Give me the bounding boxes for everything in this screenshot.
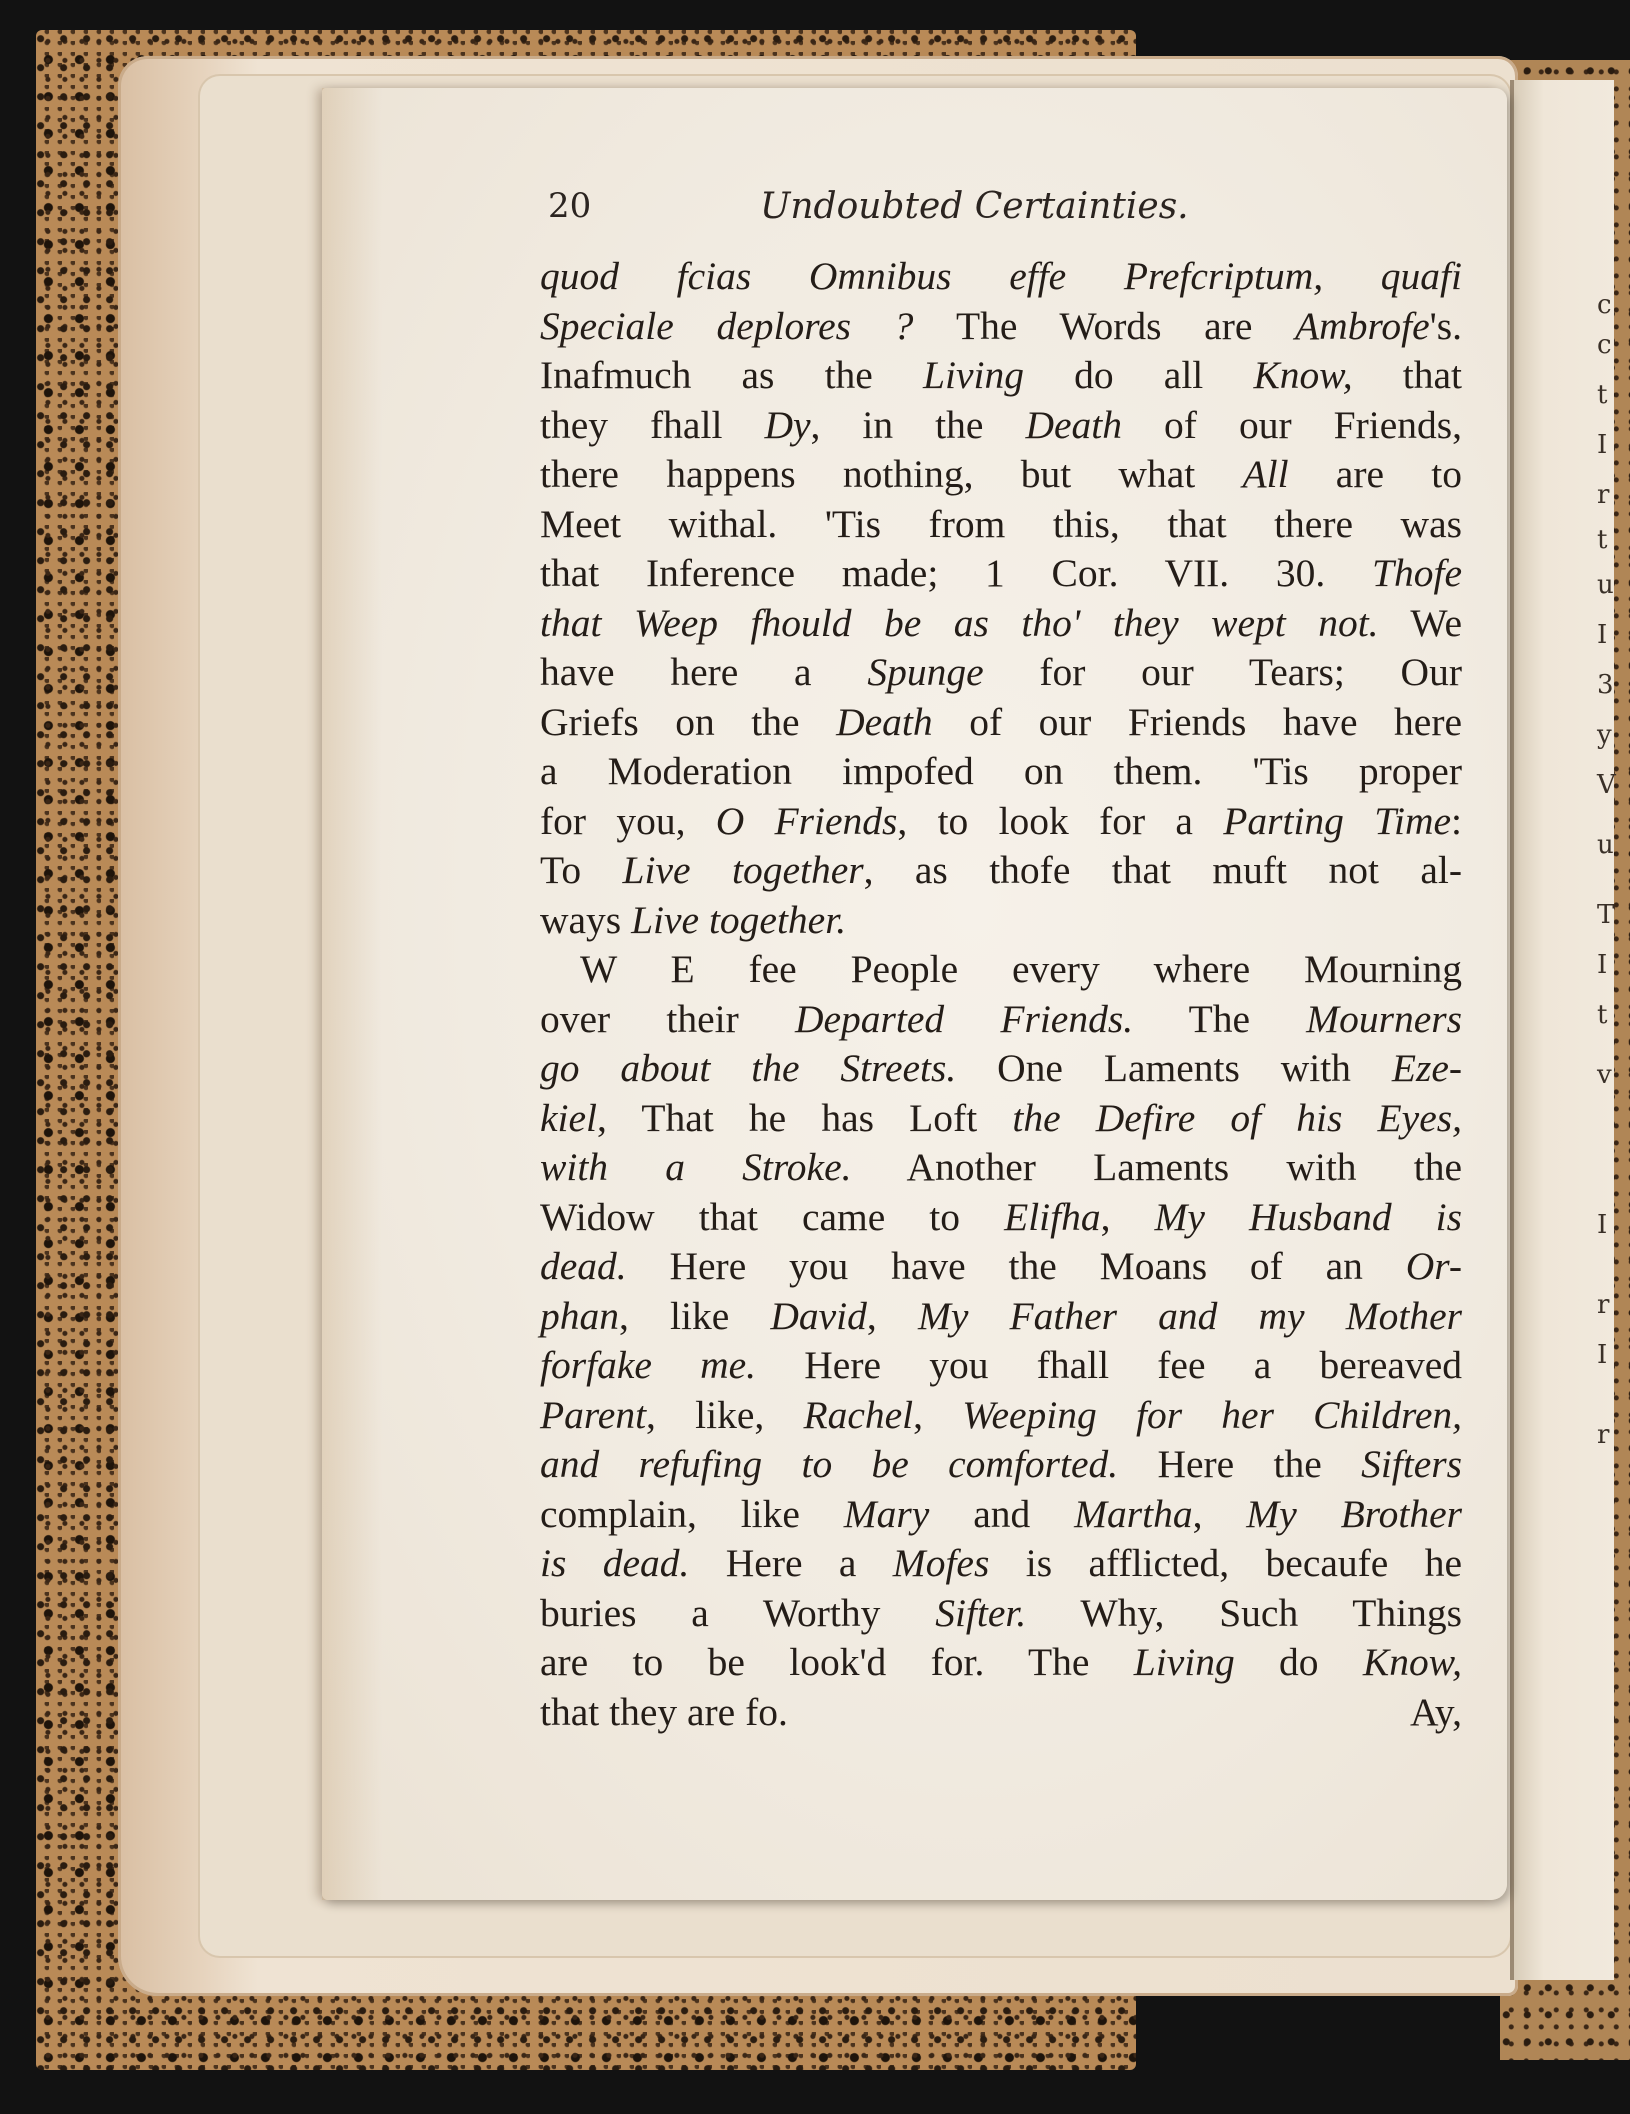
text-run: complain, like <box>540 1491 844 1536</box>
text-run: The <box>1133 996 1307 1041</box>
line-content <box>540 650 1462 694</box>
text-run: , in the <box>810 402 1026 447</box>
text-run: and <box>929 1491 1075 1536</box>
text-run: One Laments with <box>956 1046 1392 1090</box>
facing-page-glyph: t <box>1597 380 1608 410</box>
text-run: , to look for a <box>897 798 1224 843</box>
text-run: Spunge <box>867 650 984 694</box>
text-run: Or- <box>1405 1244 1462 1288</box>
text-run: Rachel <box>803 1392 914 1437</box>
text-run: Sifters <box>1361 1442 1463 1486</box>
text-run: do <box>1234 1640 1363 1684</box>
text-line <box>540 1341 1462 1391</box>
text-run: Here you fhall fee a bereaved <box>756 1343 1462 1387</box>
text-run: Departed Friends. <box>794 996 1134 1041</box>
text-run: : <box>1451 798 1462 843</box>
facing-page-glyph: I <box>1597 620 1608 650</box>
text-line <box>540 945 1462 995</box>
text-run: My Brother <box>1246 1491 1462 1536</box>
text-run: Know, <box>1362 1640 1463 1684</box>
text-run: Martha <box>1074 1491 1193 1536</box>
text-run: have here a <box>540 650 868 694</box>
text-run: My Father and my Mother <box>917 1293 1462 1338</box>
text-run: of our Friends, <box>1122 402 1463 447</box>
text-line <box>540 500 1462 550</box>
text-run: Mourners <box>1306 996 1462 1041</box>
line-content <box>540 304 1462 348</box>
text-line <box>540 1094 1462 1144</box>
text-run: Speciale deplores ? <box>540 303 957 348</box>
text-run: Griefs on the <box>540 699 837 744</box>
text-run: , as thofe that muft not al- <box>863 848 1462 892</box>
text-run: Meet withal. 'Tis from this, that there was <box>540 501 1462 546</box>
line-content <box>540 551 1462 595</box>
text-run: Know, <box>1253 353 1353 397</box>
text-run: with a Stroke. <box>540 1145 852 1189</box>
text-line <box>540 1391 1462 1441</box>
facing-page-glyph: I <box>1597 1210 1608 1240</box>
text-run: Eze- <box>1391 1046 1462 1090</box>
text-line <box>540 401 1462 451</box>
text-run: that Weep fhould be as tho' they wept not. <box>540 600 1379 645</box>
text-run: is afflicted, becaufe he <box>989 1541 1462 1585</box>
text-run: Inafmuch as the <box>540 353 924 397</box>
text-line <box>540 1539 1462 1589</box>
body-text <box>540 252 1462 1737</box>
text-line <box>540 698 1462 748</box>
text-run: and refufing to be comforted. <box>540 1442 1119 1486</box>
line-content <box>540 1591 1462 1635</box>
line-content <box>540 1195 1462 1239</box>
line-content <box>580 947 1462 991</box>
facing-page-glyph: r <box>1597 1290 1610 1320</box>
text-run: Dy <box>764 402 811 447</box>
line-content <box>540 997 1462 1041</box>
text-run: O Friends <box>715 798 898 843</box>
text-line <box>540 846 1462 896</box>
text-run: are to <box>1288 452 1462 496</box>
line-content <box>540 799 1462 843</box>
facing-page-glyph: T <box>1597 900 1615 930</box>
text-run: My Husband is <box>1154 1194 1463 1239</box>
text-run: , like <box>619 1293 771 1338</box>
facing-page-edge <box>1510 80 1614 1980</box>
text-run: Death <box>836 699 933 744</box>
line-content <box>540 1442 1462 1486</box>
text-line <box>540 351 1462 401</box>
text-line <box>540 648 1462 698</box>
text-run: dead. <box>540 1244 627 1288</box>
facing-page-glyph: u <box>1597 830 1614 860</box>
text-run: Weeping for her Children, <box>962 1392 1463 1437</box>
facing-page-glyph: r <box>1597 480 1610 510</box>
text-run: Here you have the Moans of an <box>626 1244 1406 1288</box>
line-content <box>540 403 1462 447</box>
text-run: that Inference made; 1 Cor. VII. 30. <box>540 551 1373 595</box>
text-run: for our Tears; Our <box>983 650 1462 694</box>
text-run: that <box>1352 353 1462 397</box>
text-run: , like, <box>646 1392 804 1437</box>
text-run: Mary <box>843 1491 930 1536</box>
facing-page-glyph: I <box>1597 1340 1608 1370</box>
line-content <box>540 700 1462 744</box>
text-line <box>540 995 1462 1045</box>
text-line <box>540 747 1462 797</box>
text-run: that they are fo. <box>540 1689 788 1734</box>
text-line <box>540 896 1462 946</box>
text-run: ways <box>540 897 632 942</box>
running-title: Undoubted Certainties. <box>760 186 1189 227</box>
text-line <box>540 1490 1462 1540</box>
text-run: David <box>770 1293 867 1338</box>
text-run: We <box>1378 600 1462 645</box>
text-line <box>540 549 1462 599</box>
running-head <box>548 186 1468 242</box>
page-number: 20 <box>548 186 592 226</box>
facing-page-glyph: c <box>1597 290 1612 320</box>
text-run: there happens nothing, but what <box>540 452 1243 496</box>
text-run: Elifha <box>1004 1194 1101 1239</box>
text-run: Live together <box>622 848 864 892</box>
text-line <box>540 599 1462 649</box>
line-content <box>540 1541 1462 1585</box>
line-content <box>540 1492 1462 1536</box>
text-line <box>540 1193 1462 1243</box>
line-content <box>540 1046 1462 1090</box>
text-line <box>540 1638 1462 1688</box>
text-run: they fhall <box>540 402 765 447</box>
line-content <box>540 1145 1462 1189</box>
text-run: Ambrofe <box>1295 303 1430 348</box>
text-run: quod <box>540 254 677 298</box>
text-run: of our Friends have here <box>932 699 1463 744</box>
text-run: To <box>540 848 623 892</box>
catchword: Ay, <box>1410 1689 1462 1734</box>
text-run: Parent <box>540 1392 647 1437</box>
text-run: are to be look'd for. The <box>540 1640 1134 1684</box>
text-line <box>540 1044 1462 1094</box>
text-line <box>540 450 1462 500</box>
text-run: W E fee People every where Mourning <box>580 947 1462 991</box>
text-run: All <box>1242 452 1289 496</box>
text-run: Another Laments with the <box>851 1145 1462 1189</box>
text-run: Here the <box>1118 1442 1362 1486</box>
line-content <box>540 1096 1462 1140</box>
text-line <box>540 1589 1462 1639</box>
text-run: , <box>1192 1491 1247 1536</box>
text-run: Live together. <box>631 897 847 942</box>
line-content <box>540 1244 1462 1288</box>
text-run: go about the Streets. <box>540 1046 957 1090</box>
line-content <box>540 1343 1462 1387</box>
text-run: Thofe <box>1372 551 1462 595</box>
text-line <box>540 1688 1462 1738</box>
line-content <box>540 749 1462 793</box>
text-run: , <box>866 1293 918 1338</box>
line-content <box>540 353 1462 397</box>
line-content <box>540 1294 1462 1338</box>
line-content <box>540 601 1462 645</box>
text-run: Living <box>1133 1640 1235 1684</box>
line-content <box>540 898 846 942</box>
text-run: , <box>913 1392 963 1437</box>
text-run: do all <box>1023 353 1254 397</box>
text-run: is dead. <box>540 1541 690 1585</box>
text-run: Why, Such Things <box>1026 1590 1462 1635</box>
text-run: Mofes <box>892 1541 990 1585</box>
line-content <box>540 1393 1462 1437</box>
text-line <box>540 252 1462 302</box>
text-line <box>540 1242 1462 1292</box>
text-run: over their <box>540 996 795 1041</box>
text-run: 's. <box>1429 303 1462 348</box>
facing-page-glyph: 3 <box>1597 670 1614 700</box>
facing-page-glyph: t <box>1597 1000 1608 1030</box>
text-run: Living <box>923 353 1024 397</box>
facing-page-glyph: r <box>1597 1420 1610 1450</box>
line-content <box>540 452 1462 496</box>
text-line <box>540 1440 1462 1490</box>
text-run: kiel <box>540 1095 598 1140</box>
text-run: Here a <box>689 1541 893 1585</box>
text-run: Widow that came to <box>540 1194 1005 1239</box>
line-content <box>540 254 1462 298</box>
facing-page-glyph: u <box>1597 570 1614 600</box>
line-content <box>540 502 1462 546</box>
text-run: , That he has Loft <box>597 1095 1013 1140</box>
facing-page-glyph: y <box>1597 720 1612 750</box>
line-content <box>540 1688 788 1738</box>
text-run: Death <box>1025 402 1122 447</box>
facing-page-glyph: c <box>1597 330 1612 360</box>
text-run: Parting Time <box>1223 798 1452 843</box>
facing-page-glyph: I <box>1597 430 1608 460</box>
text-run: a Moderation impofed on them. 'Tis proper <box>540 749 1462 793</box>
text-run: phan <box>540 1293 619 1338</box>
facing-page-glyph: V <box>1597 770 1616 800</box>
text-run: for you, <box>540 798 716 843</box>
text-line <box>540 797 1462 847</box>
text-run: forfake me. <box>540 1343 757 1387</box>
text-run: fcias Omnibus effe Prefcriptum, quafi <box>676 254 1462 298</box>
text-line <box>540 302 1462 352</box>
text-run: buries a Worthy <box>540 1590 936 1635</box>
text-line <box>540 1143 1462 1193</box>
text-run: the Defire of his Eyes, <box>1012 1095 1462 1140</box>
line-content <box>540 848 1462 892</box>
text-run: , <box>1100 1194 1155 1239</box>
text-line <box>540 1292 1462 1342</box>
line-content <box>540 1640 1462 1684</box>
facing-page-glyph: I <box>1597 950 1608 980</box>
facing-page-glyph: t <box>1597 525 1608 555</box>
facing-page-glyph: v <box>1597 1060 1612 1090</box>
text-run: The Words are <box>956 303 1296 348</box>
text-run: Sifter. <box>935 1590 1027 1635</box>
